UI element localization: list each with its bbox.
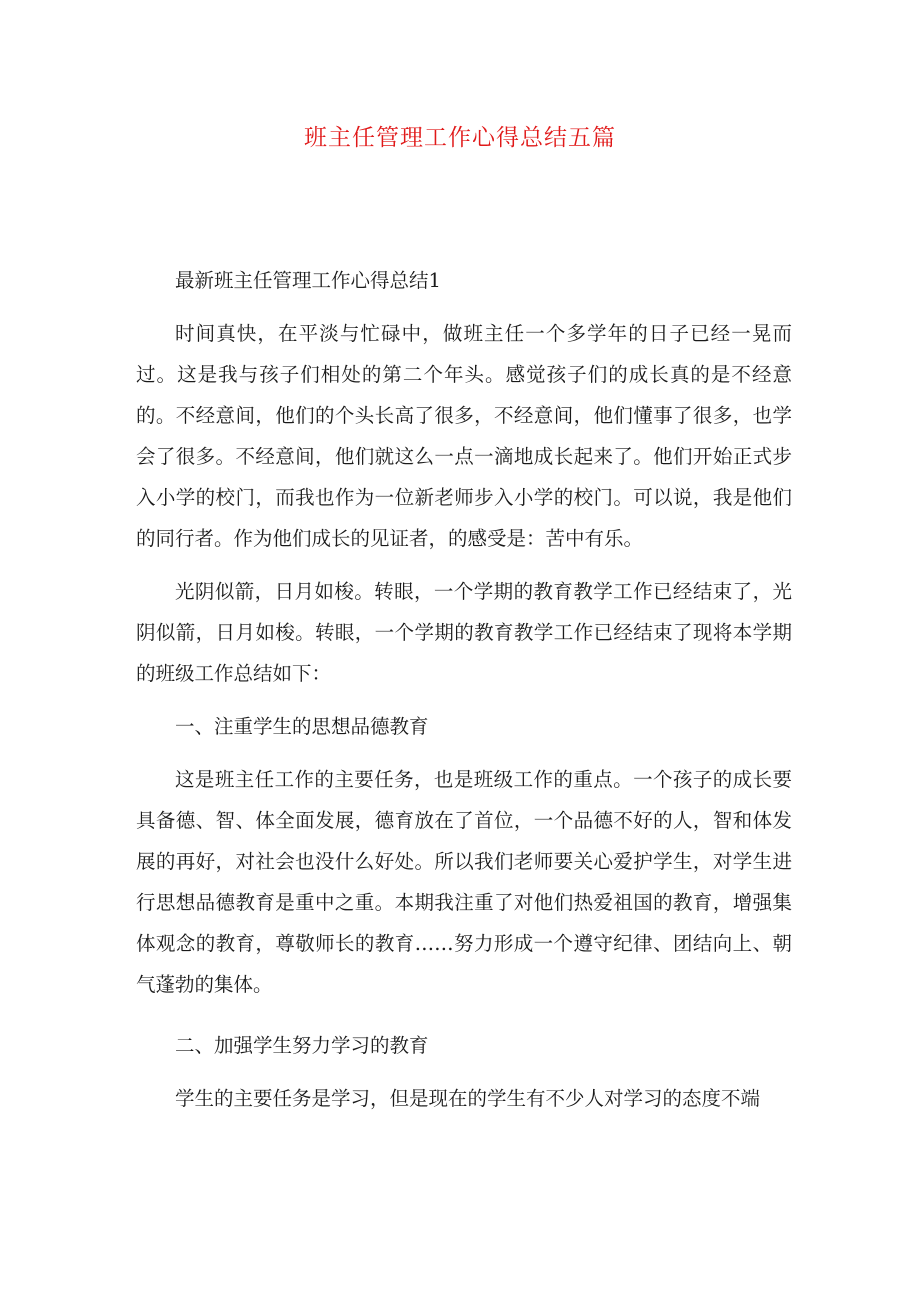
section-heading: 二、加强学生努力学习的教育: [175, 1034, 429, 1057]
document-title: 班主任管理工作心得总结五篇: [304, 125, 616, 151]
paragraph: 这是班主任工作的主要任务，也是班级工作的重点。一个孩子的成长要具备德、智、体全面发展，德育放在了首位，一个品德不好的人，智和体发展的再好，对社会也没什么好处。所以我们老师要关心爱护学生，对学生进行思想品德教育是重中之重。本期我注重了对他们热爱祖国的教育，增强集体观念的教育，尊敬师长的教育……努力形成一个遵守纪律、团结向上、朝气蓬勃的集体。: [136, 768, 792, 996]
section-heading: 一、注重学生的思想品德教育: [175, 715, 429, 738]
section-heading: 最新班主任管理工作心得总结1: [175, 269, 441, 292]
paragraph: 学生的主要任务是学习，但是现在的学生有不少人对学习的态度不端: [175, 1087, 761, 1110]
paragraph: 时间真快，在平淡与忙碌中，做班主任一个多学年的日子已经一晃而过。这是我与孩子们相处的第二个年头。感觉孩子们的成长真的是不经意的。不经意间，他们的个头长高了很多，不经意间，他们懂事了很多，也学会了很多。不经意间，他们就这么一点一滴地成长起来了。他们开始正式步入小学的校门，而我也作为一位新老师步入小学的校门。可以说，我是他们的同行者。作为他们成长的见证者，的感受是：苦中有乐。: [136, 322, 792, 550]
paragraph: 光阴似箭，日月如梭。转眼，一个学期的教育教学工作已经结束了，光阴似箭，日月如梭。转眼，一个学期的教育教学工作已经结束了现将本学期的班级工作总结如下：: [136, 580, 792, 685]
document-body: [136, 260, 792, 1131]
